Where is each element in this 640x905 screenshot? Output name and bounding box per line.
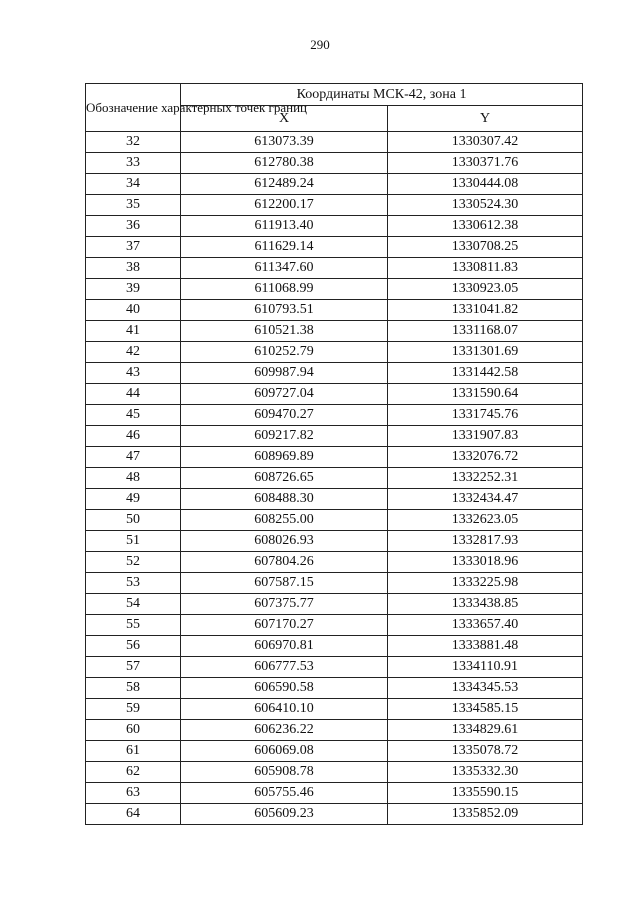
table-row <box>86 741 583 762</box>
header-row-top <box>86 84 583 106</box>
y-coordinate-cell: 1330923.05 <box>388 279 583 300</box>
x-coordinate-cell: 608026.93 <box>181 531 388 552</box>
y-coordinate-cell: 1333225.98 <box>388 573 583 594</box>
table-row <box>86 300 583 321</box>
table-row <box>86 531 583 552</box>
y-coordinate-cell: 1331745.76 <box>388 405 583 426</box>
x-coordinate-cell: 610793.51 <box>181 300 388 321</box>
table-row <box>86 615 583 636</box>
table-header <box>86 84 583 132</box>
point-id-cell: 55 <box>86 615 181 636</box>
y-coordinate-cell: 1332252.31 <box>388 468 583 489</box>
y-coordinate-cell: 1331590.64 <box>388 384 583 405</box>
table-row <box>86 657 583 678</box>
point-id-cell: 39 <box>86 279 181 300</box>
table-row <box>86 279 583 300</box>
y-coordinate-cell: 1330524.30 <box>388 195 583 216</box>
x-coordinate-cell: 606777.53 <box>181 657 388 678</box>
y-coordinate-cell: 1331301.69 <box>388 342 583 363</box>
x-coordinate-cell: 605908.78 <box>181 762 388 783</box>
point-id-cell: 40 <box>86 300 181 321</box>
coordinates-system-header: Координаты МСК-42, зона 1 <box>181 84 583 106</box>
point-id-cell: 48 <box>86 468 181 489</box>
table-row <box>86 510 583 531</box>
x-coordinate-cell: 613073.39 <box>181 132 388 153</box>
coordinates-table <box>85 83 583 825</box>
x-coordinate-cell: 609470.27 <box>181 405 388 426</box>
point-id-cell: 34 <box>86 174 181 195</box>
point-id-cell: 62 <box>86 762 181 783</box>
y-coordinate-cell: 1331168.07 <box>388 321 583 342</box>
table-row <box>86 216 583 237</box>
y-coordinate-cell: 1331442.58 <box>388 363 583 384</box>
table-row <box>86 594 583 615</box>
point-id-cell: 46 <box>86 426 181 447</box>
x-coordinate-cell: 605755.46 <box>181 783 388 804</box>
point-id-cell: 58 <box>86 678 181 699</box>
x-coordinate-cell: 608726.65 <box>181 468 388 489</box>
table-row <box>86 762 583 783</box>
table-row <box>86 804 583 825</box>
point-id-cell: 36 <box>86 216 181 237</box>
table-row <box>86 384 583 405</box>
table-row <box>86 636 583 657</box>
table-row <box>86 195 583 216</box>
y-coordinate-cell: 1333018.96 <box>388 552 583 573</box>
x-coordinate-cell: 605609.23 <box>181 804 388 825</box>
y-coordinate-cell: 1330307.42 <box>388 132 583 153</box>
table-row <box>86 552 583 573</box>
table-row <box>86 405 583 426</box>
x-coordinate-cell: 611068.99 <box>181 279 388 300</box>
y-coordinate-cell: 1335852.09 <box>388 804 583 825</box>
point-id-cell: 32 <box>86 132 181 153</box>
y-coordinate-cell: 1334110.91 <box>388 657 583 678</box>
point-id-cell: 54 <box>86 594 181 615</box>
y-coordinate-cell: 1335332.30 <box>388 762 583 783</box>
table-row <box>86 783 583 804</box>
point-id-cell: 49 <box>86 489 181 510</box>
x-coordinate-cell: 612200.17 <box>181 195 388 216</box>
y-coordinate-cell: 1331907.83 <box>388 426 583 447</box>
x-coordinate-cell: 606590.58 <box>181 678 388 699</box>
x-coordinate-cell: 612489.24 <box>181 174 388 195</box>
point-id-cell: 63 <box>86 783 181 804</box>
point-id-cell: 51 <box>86 531 181 552</box>
table-row <box>86 258 583 279</box>
x-coordinate-cell: 608255.00 <box>181 510 388 531</box>
table-row <box>86 426 583 447</box>
table-row <box>86 489 583 510</box>
y-coordinate-cell: 1332623.05 <box>388 510 583 531</box>
table-row <box>86 174 583 195</box>
table-row <box>86 699 583 720</box>
table-row <box>86 237 583 258</box>
point-id-cell: 59 <box>86 699 181 720</box>
x-coordinate-cell: 610521.38 <box>181 321 388 342</box>
page-number: 290 <box>310 37 330 52</box>
x-coordinate-cell: 609217.82 <box>181 426 388 447</box>
table-row <box>86 678 583 699</box>
x-coordinate-cell: 607170.27 <box>181 615 388 636</box>
point-designation-header: Обозначение характерных точек границ <box>86 84 181 132</box>
point-id-cell: 45 <box>86 405 181 426</box>
x-column-header: X <box>181 106 388 132</box>
point-id-cell: 57 <box>86 657 181 678</box>
point-id-cell: 42 <box>86 342 181 363</box>
x-coordinate-cell: 606069.08 <box>181 741 388 762</box>
y-coordinate-cell: 1333881.48 <box>388 636 583 657</box>
y-coordinate-cell: 1334585.15 <box>388 699 583 720</box>
point-id-cell: 35 <box>86 195 181 216</box>
point-id-cell: 50 <box>86 510 181 531</box>
y-coordinate-cell: 1330371.76 <box>388 153 583 174</box>
point-id-cell: 41 <box>86 321 181 342</box>
x-coordinate-cell: 606410.10 <box>181 699 388 720</box>
y-coordinate-cell: 1330811.83 <box>388 258 583 279</box>
table-row <box>86 321 583 342</box>
x-coordinate-cell: 610252.79 <box>181 342 388 363</box>
table-row <box>86 447 583 468</box>
x-coordinate-cell: 611347.60 <box>181 258 388 279</box>
y-coordinate-cell: 1330708.25 <box>388 237 583 258</box>
point-id-cell: 61 <box>86 741 181 762</box>
x-coordinate-cell: 612780.38 <box>181 153 388 174</box>
table-row <box>86 132 583 153</box>
point-id-cell: 44 <box>86 384 181 405</box>
y-coordinate-cell: 1335590.15 <box>388 783 583 804</box>
y-coordinate-cell: 1334345.53 <box>388 678 583 699</box>
point-id-cell: 33 <box>86 153 181 174</box>
x-coordinate-cell: 606970.81 <box>181 636 388 657</box>
y-coordinate-cell: 1334829.61 <box>388 720 583 741</box>
x-coordinate-cell: 611913.40 <box>181 216 388 237</box>
x-coordinate-cell: 606236.22 <box>181 720 388 741</box>
point-id-cell: 60 <box>86 720 181 741</box>
table-row <box>86 573 583 594</box>
y-coordinate-cell: 1335078.72 <box>388 741 583 762</box>
point-id-cell: 56 <box>86 636 181 657</box>
table-row <box>86 468 583 489</box>
table-row <box>86 363 583 384</box>
x-coordinate-cell: 607587.15 <box>181 573 388 594</box>
y-column-header: Y <box>388 106 583 132</box>
x-coordinate-cell: 607804.26 <box>181 552 388 573</box>
point-id-cell: 64 <box>86 804 181 825</box>
point-id-cell: 53 <box>86 573 181 594</box>
x-coordinate-cell: 609727.04 <box>181 384 388 405</box>
point-id-cell: 37 <box>86 237 181 258</box>
x-coordinate-cell: 608488.30 <box>181 489 388 510</box>
table-row <box>86 720 583 741</box>
table-body <box>86 132 583 825</box>
y-coordinate-cell: 1332434.47 <box>388 489 583 510</box>
point-id-cell: 38 <box>86 258 181 279</box>
y-coordinate-cell: 1332817.93 <box>388 531 583 552</box>
y-coordinate-cell: 1331041.82 <box>388 300 583 321</box>
x-coordinate-cell: 609987.94 <box>181 363 388 384</box>
point-id-cell: 52 <box>86 552 181 573</box>
point-id-cell: 47 <box>86 447 181 468</box>
y-coordinate-cell: 1333657.40 <box>388 615 583 636</box>
table-row <box>86 153 583 174</box>
y-coordinate-cell: 1333438.85 <box>388 594 583 615</box>
x-coordinate-cell: 608969.89 <box>181 447 388 468</box>
x-coordinate-cell: 611629.14 <box>181 237 388 258</box>
point-id-cell: 43 <box>86 363 181 384</box>
y-coordinate-cell: 1330444.08 <box>388 174 583 195</box>
y-coordinate-cell: 1332076.72 <box>388 447 583 468</box>
y-coordinate-cell: 1330612.38 <box>388 216 583 237</box>
x-coordinate-cell: 607375.77 <box>181 594 388 615</box>
table-row <box>86 342 583 363</box>
